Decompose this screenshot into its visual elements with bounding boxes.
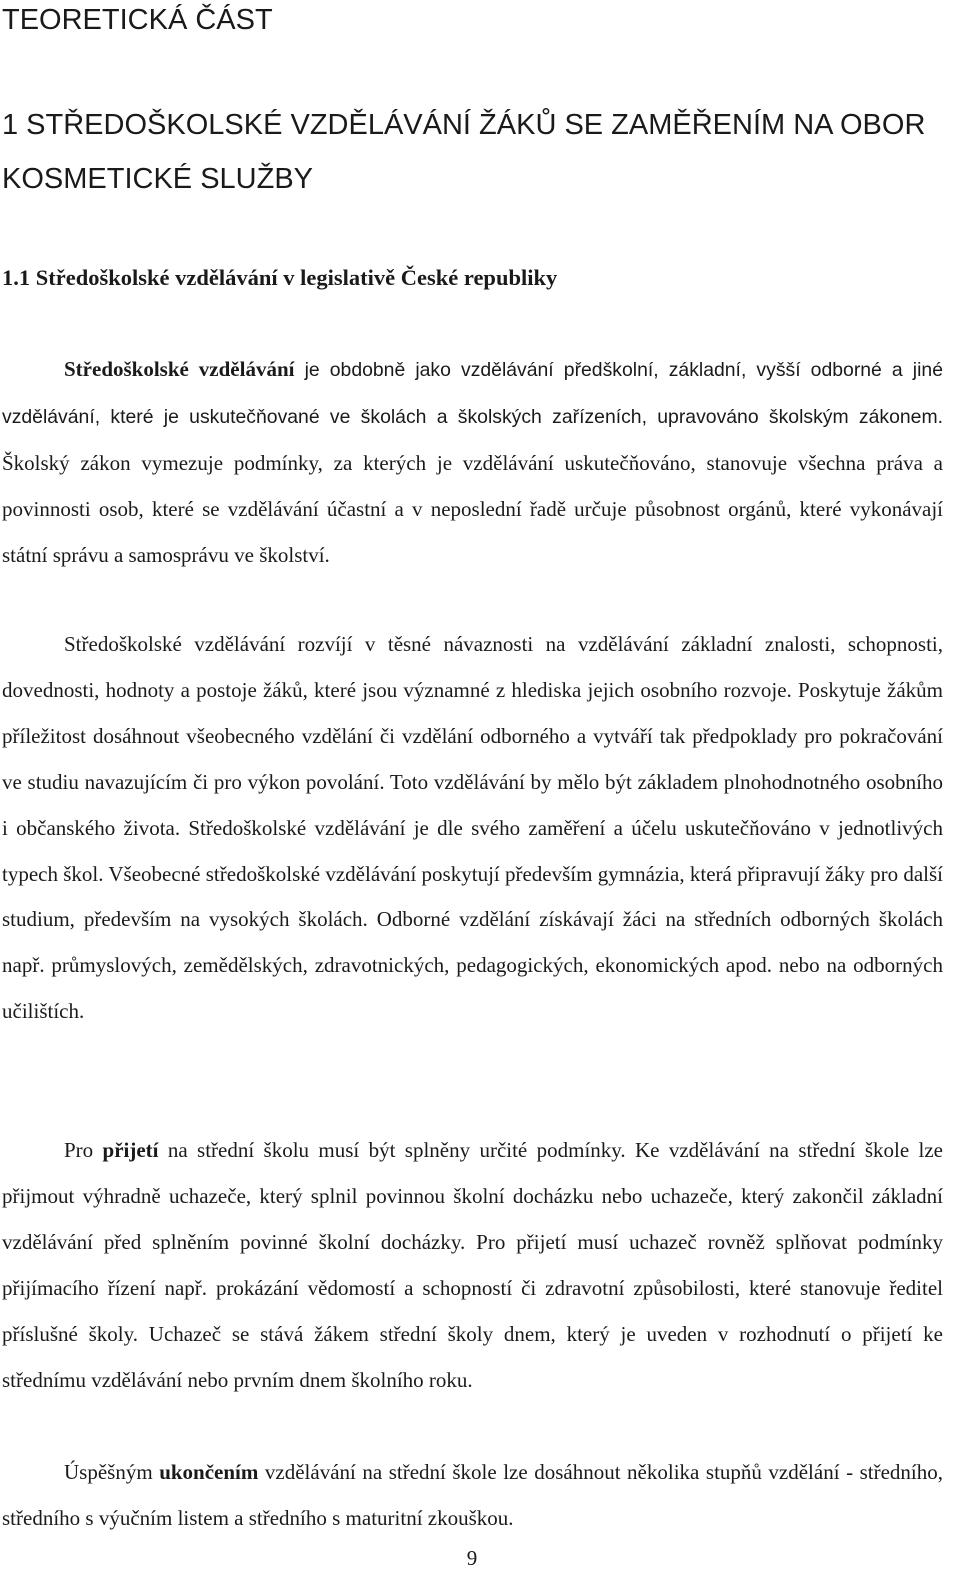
section-heading: 1.1 Středoškolské vzdělávání v legislativě České republiky (2, 265, 558, 290)
paragraph-3-bold-term: přijetí (102, 1138, 159, 1162)
paragraph-1-bold-term: Středoškolské vzdělávání (64, 357, 295, 381)
paragraph-3 (2, 1128, 943, 1403)
paragraph-4 (2, 1450, 943, 1542)
paragraph-4-text-a: Úspěšným (64, 1460, 160, 1484)
paragraph-2-text: Středoškolské vzdělávání rozvíjí v těsné návaznosti na vzdělávání základní znalosti, schopnosti, dovednosti, hodnoty a postoje žáků, které jsou významné z hlediska jejich osobního rozvoje. Poskytuje žákům příležitost dosáhnout všeobecného vzdělání či vzdělání odborného a vytváří tak předpoklady pro pokračování ve studiu navazujícím či pro výkon povolání. Toto vzdělávání by mělo být základem plnohodnotného osobního i občanského života. Středoškolské vzdělávání je dle svého zaměření a účelu uskutečňováno v jednotlivých typech škol. Všeobecné středoškolské vzdělávání poskytují především gymnázia, která připravují žáky pro další studium, především na vysokých školách. Odborné vzdělání získávají žáci na středních odborných školách např. průmyslových, zemědělských, zdravotnických, pedagogických, ekonomických apod. nebo na odborných učilištích. (2, 632, 943, 1024)
paragraph-4-text-b: vzdělávání na střední škole lze dosáhnout několika stupňů vzdělání - středního, středního s výučním listem a středního s maturitní zkouškou. (2, 1460, 943, 1530)
paragraph-3-text-b: na střední školu musí být splněny určité podmínky. Ke vzdělávání na střední škole lze přijmout výhradně uchazeče, který splnil povinnou školní docházku nebo uchazeče, který zakončil základní vzdělávání před splněním povinné školní docházky. Pro přijetí musí uchazeč rovněž splňovat podmínky přijímacího řízení např. prokázání vědomostí a schopností či zdravotní způsobilosti, které stanovuje ředitel příslušné školy. Uchazeč se stává žákem střední školy dnem, který je uveden v rozhodnutí o přijetí ke střednímu vzdělávání nebo prvním dnem školního roku. (2, 1138, 943, 1392)
paragraph-4-bold-term: ukončením (159, 1460, 259, 1484)
paragraph-1-text-a: je obdobně jako vzdělávání předškolní, základní, vyšší odborné a jiné vzdělávání, které je uskutečňované ve školách a školských zařízeních, upravováno školským zákonem. (2, 359, 943, 428)
chapter-label: TEORETICKÁ ČÁST (2, 4, 273, 36)
paragraph-1-text-b: Školský zákon vymezuje podmínky, za kterých je vzdělávání uskutečňováno, stanovuje všechna práva a povinnosti osob, které se vzdělávání účastní a v neposlední řadě určuje působnost orgánů, které vykonávají státní správu a samosprávu ve školství. (2, 450, 943, 567)
chapter-heading: 1 STŘEDOŠKOLSKÉ VZDĚLÁVÁNÍ ŽÁKŮ SE ZAMĚŘENÍM NA OBOR KOSMETICKÉ SLUŽBY (2, 109, 926, 195)
paragraph-2 (2, 622, 943, 1035)
paragraph-1 (2, 347, 943, 579)
paragraph-3-text-a: Pro (64, 1138, 103, 1162)
page-number: 9 (466, 1546, 478, 1570)
